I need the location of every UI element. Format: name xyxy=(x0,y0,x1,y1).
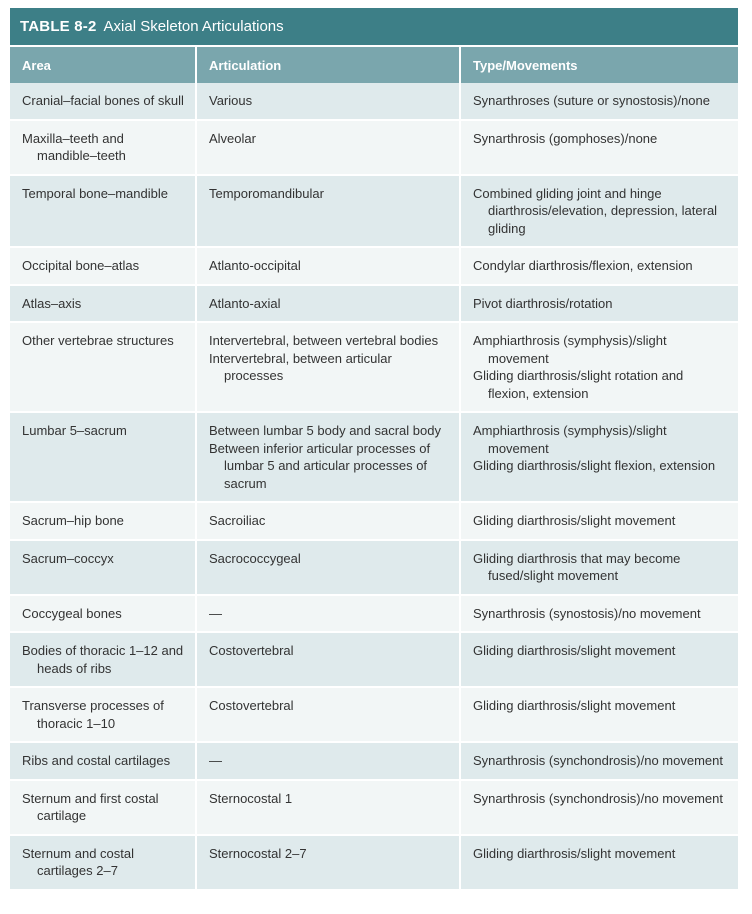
type-movements-cell xyxy=(460,247,738,285)
type-movements-cell xyxy=(460,780,738,835)
articulation-cell-text: Various xyxy=(209,93,253,108)
articulation-cell xyxy=(196,412,460,502)
type-movements-cell-text: Gliding diarthrosis/slight movement xyxy=(473,698,676,713)
type-movements-cell-text: Synarthrosis (synostosis)/no movement xyxy=(473,605,701,621)
header-articulation: Articulation xyxy=(196,46,460,83)
table-row xyxy=(10,780,738,835)
articulation-cell-text: Intervertebral, between vertebral bodies xyxy=(209,333,439,348)
table-row xyxy=(10,595,738,633)
type-movements-cell-text: Gliding diarthrosis/slight movement xyxy=(473,845,676,861)
table-row xyxy=(10,540,738,595)
area-cell xyxy=(10,247,196,285)
type-movements-cell-text: Condylar diarthrosis/flexion, extension xyxy=(473,258,693,273)
table-row xyxy=(10,632,738,687)
type-movements-cell xyxy=(460,632,738,687)
area-cell-text: Maxilla–teeth and mandible–teeth xyxy=(22,130,126,163)
articulation-cell xyxy=(196,502,460,540)
articulation-cell xyxy=(196,83,460,120)
header-area: Area xyxy=(10,46,196,83)
area-cell xyxy=(10,412,196,502)
type-movements-cell xyxy=(460,502,738,540)
articulation-cell-text: Sacroiliac xyxy=(209,513,266,528)
type-movements-cell-text: Synarthrosis (gomphoses)/none xyxy=(473,130,658,146)
articulation-cell xyxy=(196,835,460,890)
type-movements-cell-text: Amphiarthrosis (symphysis)/slight movement xyxy=(473,423,667,456)
type-movements-cell-text: Amphiarthrosis (symphysis)/slight movement xyxy=(473,333,667,366)
articulation-cell xyxy=(196,175,460,248)
table-row xyxy=(10,285,738,323)
type-movements-cell xyxy=(460,540,738,595)
type-movements-cell-text: Synarthrosis (synchondrosis)/no movement xyxy=(473,790,723,806)
type-movements-cell xyxy=(460,412,738,502)
type-movements-cell-text: Gliding diarthrosis that may become fused/slight movement xyxy=(473,550,681,583)
table-row xyxy=(10,247,738,285)
type-movements-cell-text: Gliding diarthrosis/slight flexion, extension xyxy=(473,458,716,473)
area-cell-text: Temporal bone–mandible xyxy=(22,185,168,201)
table-row xyxy=(10,83,738,120)
articulation-cell-text: Atlanto-occipital xyxy=(209,258,301,273)
area-cell xyxy=(10,540,196,595)
table-body xyxy=(10,83,738,890)
area-cell xyxy=(10,632,196,687)
table-row xyxy=(10,412,738,502)
articulation-cell-text: Costovertebral xyxy=(209,643,294,658)
area-cell-text: Bodies of thoracic 1–12 and heads of ribs xyxy=(22,643,184,676)
area-cell xyxy=(10,835,196,890)
table-row xyxy=(10,322,738,412)
area-cell-text: Cranial–facial bones of skull xyxy=(22,93,184,108)
articulation-cell xyxy=(196,632,460,687)
articulation-cell xyxy=(196,247,460,285)
articulation-cell-text: Between lumbar 5 body and sacral body xyxy=(209,423,441,438)
area-cell-text: Sacrum–hip bone xyxy=(22,513,124,528)
type-movements-cell xyxy=(460,322,738,412)
articulation-cell xyxy=(196,780,460,835)
type-movements-cell-text: Synarthrosis (synchondrosis)/no movement xyxy=(473,753,723,768)
articulation-cell-text: Alveolar xyxy=(209,130,256,146)
area-cell xyxy=(10,175,196,248)
articulation-cell xyxy=(196,540,460,595)
articulation-cell-text: Sacrococcygeal xyxy=(209,550,301,566)
header-row xyxy=(10,46,738,83)
area-cell xyxy=(10,322,196,412)
articulations-table xyxy=(10,45,738,891)
table-row xyxy=(10,120,738,175)
articulation-cell-text: Atlanto-axial xyxy=(209,295,281,311)
type-movements-cell xyxy=(460,595,738,633)
table-title-bar xyxy=(10,8,738,45)
area-cell xyxy=(10,120,196,175)
area-cell-text: Sternum and costal cartilages 2–7 xyxy=(22,845,135,878)
area-cell-text: Atlas–axis xyxy=(22,295,82,311)
type-movements-cell-text: Gliding diarthrosis/slight movement xyxy=(473,643,676,658)
area-cell xyxy=(10,285,196,323)
articulation-cell-text: — xyxy=(209,753,222,768)
area-cell-text: Other vertebrae structures xyxy=(22,333,174,348)
articulation-cell-text: Costovertebral xyxy=(209,698,294,713)
articulation-cell xyxy=(196,120,460,175)
type-movements-cell-text: Synarthroses (suture or synostosis)/none xyxy=(473,93,710,108)
area-cell xyxy=(10,83,196,120)
table-title: Axial Skeleton Articulations xyxy=(103,18,284,35)
table-number: TABLE 8-2 xyxy=(20,18,97,35)
type-movements-cell xyxy=(460,120,738,175)
table-row xyxy=(10,687,738,742)
articulation-cell-text: Sternocostal 1 xyxy=(209,790,293,806)
header-type-movements: Type/Movements xyxy=(460,46,738,83)
type-movements-cell xyxy=(460,742,738,780)
articulation-cell xyxy=(196,687,460,742)
table-row xyxy=(10,175,738,248)
articulation-cell xyxy=(196,595,460,633)
area-cell-text: Coccygeal bones xyxy=(22,605,122,621)
area-cell-text: Sacrum–coccyx xyxy=(22,550,114,566)
table-row xyxy=(10,835,738,890)
type-movements-cell-text: Combined gliding joint and hinge diarthrosis/elevation, depression, lateral gliding xyxy=(473,185,718,236)
area-cell-text: Sternum and first costal cartilage xyxy=(22,790,159,823)
type-movements-cell xyxy=(460,285,738,323)
area-cell-text: Lumbar 5–sacrum xyxy=(22,423,127,438)
area-cell xyxy=(10,595,196,633)
type-movements-cell-text: Gliding diarthrosis/slight rotation and flexion, extension xyxy=(473,368,684,401)
table-row xyxy=(10,742,738,780)
articulation-cell xyxy=(196,285,460,323)
articulation-cell xyxy=(196,742,460,780)
area-cell xyxy=(10,780,196,835)
type-movements-cell-text: Gliding diarthrosis/slight movement xyxy=(473,513,676,528)
area-cell xyxy=(10,687,196,742)
type-movements-cell-text: Pivot diarthrosis/rotation xyxy=(473,295,613,311)
articulation-cell-text: Between inferior articular processes of lumbar 5 and articular processes of sacrum xyxy=(209,440,431,491)
articulation-cell-text: Intervertebral, between articular processes xyxy=(209,350,392,383)
articulation-cell-text: Sternocostal 2–7 xyxy=(209,845,307,861)
articulation-cell-text: Temporomandibular xyxy=(209,185,324,201)
area-cell xyxy=(10,502,196,540)
area-cell-text: Ribs and costal cartilages xyxy=(22,753,171,768)
table-row xyxy=(10,502,738,540)
type-movements-cell xyxy=(460,835,738,890)
area-cell xyxy=(10,742,196,780)
articulation-cell xyxy=(196,322,460,412)
type-movements-cell xyxy=(460,83,738,120)
type-movements-cell xyxy=(460,175,738,248)
articulation-cell-text: — xyxy=(209,605,222,621)
area-cell-text: Occipital bone–atlas xyxy=(22,258,140,273)
document-page xyxy=(10,8,738,891)
area-cell-text: Transverse processes of thoracic 1–10 xyxy=(22,698,164,731)
type-movements-cell xyxy=(460,687,738,742)
